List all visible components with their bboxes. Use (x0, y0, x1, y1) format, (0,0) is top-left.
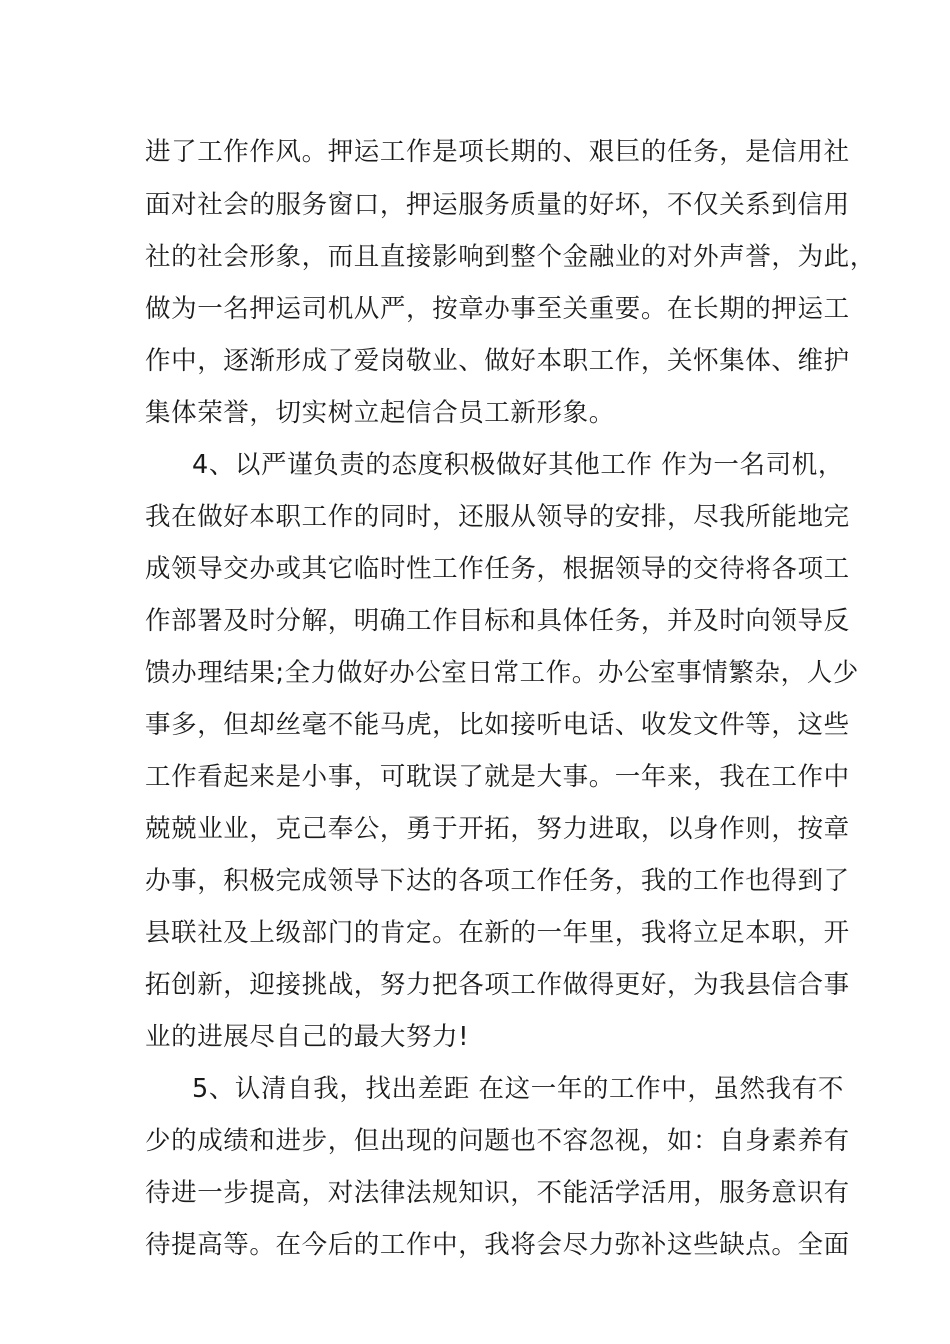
text-line: 兢兢业业，克己奉公，勇于开拓，努力进取，以身作则，按章 (145, 814, 850, 844)
text-line: 作部署及时分解，明确工作目标和具体任务，并及时向领导反 (145, 606, 850, 636)
text-line: 进了工作作风。押运工作是项长期的、艰巨的任务，是信用社 (145, 137, 850, 167)
text-line: 面对社会的服务窗口，押运服务质量的好坏，不仅关系到信用 (145, 190, 850, 220)
text-line: 事多，但却丝毫不能马虎，比如接听电话、收发文件等，这些 (145, 710, 850, 740)
text-line: 工作看起来是小事，可耽误了就是大事。一年来，我在工作中 (145, 762, 850, 792)
text-line: 成领导交办或其它临时性工作任务，根据领导的交待将各项工 (145, 554, 850, 584)
text-line: 做为一名押运司机从严，按章办事至关重要。在长期的押运工 (145, 294, 850, 324)
text-line: 县联社及上级部门的肯定。在新的一年里，我将立足本职，开 (145, 918, 850, 948)
text-line: 拓创新，迎接挑战，努力把各项工作做得更好，为我县信合事 (145, 970, 850, 1000)
text-line: 集体荣誉，切实树立起信合员工新形象。 (145, 398, 615, 428)
text-line: 待进一步提高，对法律法规知识，不能活学活用，服务意识有 (145, 1178, 850, 1208)
text-line: 业的进展尽自己的最大努力! (145, 1022, 470, 1052)
text-line: 社的社会形象，而且直接影响到整个金融业的对外声誉，为此， (145, 242, 876, 272)
paragraph-5-heading-line: 5、认清自我，找出差距 在这一年的工作中，虽然我有不 (192, 1074, 844, 1104)
text-line: 我在做好本职工作的同时，还服从领导的安排，尽我所能地完 (145, 502, 850, 532)
text-line: 作中，逐渐形成了爱岗敬业、做好本职工作，关怀集体、维护 (145, 346, 850, 376)
text-line: 馈办理结果;全力做好办公室日常工作。办公室事情繁杂，人少 (145, 658, 859, 688)
text-line: 办事，积极完成领导下达的各项工作任务，我的工作也得到了 (145, 866, 850, 896)
text-line: 待提高等。在今后的工作中，我将会尽力弥补这些缺点。全面 (145, 1230, 850, 1260)
text-line: 少的成绩和进步，但出现的问题也不容忽视，如：自身素养有 (145, 1126, 850, 1156)
paragraph-4-heading-line: 4、以严谨负责的态度积极做好其他工作 作为一名司机， (192, 450, 844, 480)
